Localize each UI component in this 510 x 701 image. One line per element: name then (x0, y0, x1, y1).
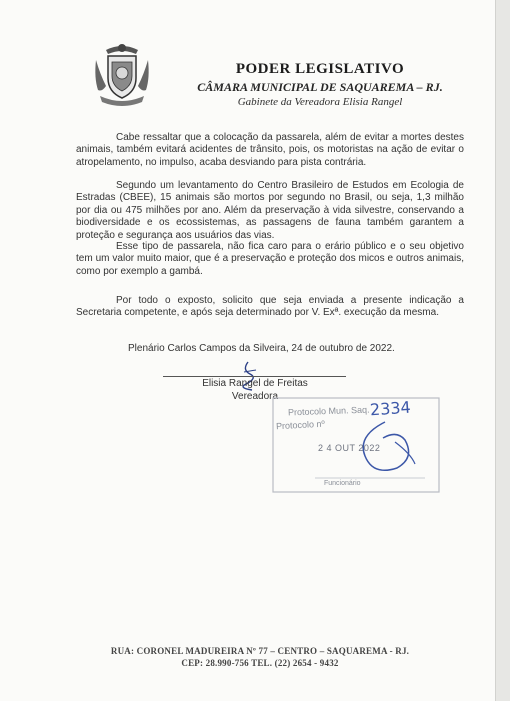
signatory-title: Vereadora (231, 391, 279, 402)
coat-of-arms-emblem (92, 40, 152, 106)
body-paragraph: Cabe ressaltar que a colocação da passarela, além de evitar a mortes destes animais, também evitará acidentes de trânsito, pois, os motoristas na ação de evitar o atropelamento, no impulso, acaba desviando para pista contrária. (76, 132, 464, 168)
page-edge-shadow (495, 0, 510, 701)
stamp-employee-label: Funcionário (324, 480, 361, 487)
place-and-date: Plenário Carlos Campos da Silveira, 24 de outubro de 2022. (128, 343, 395, 354)
stamp-date: 2 4 OUT 2022 (318, 443, 381, 453)
body-paragraph: Esse tipo de passarela, não fica caro para o erário público e o seu objetivo tem um valor muito maior, que é a preservação e proteção dos micos e outros animais, como por exemplo a gambá. (76, 241, 464, 277)
footer-contact: CEP: 28.990-756 TEL. (22) 2654 - 9432 (181, 658, 339, 668)
stamp-protocol-number-label: Protocolo nº (275, 418, 326, 432)
footer-address: RUA: CORONEL MADUREIRA Nº 77 – CENTRO – SAQUAREMA - RJ. (110, 646, 410, 656)
header-office: Gabinete da Vereadora Elisia Rangel (237, 96, 403, 108)
header-chamber: CÂMARA MUNICIPAL DE SAQUAREMA – RJ. (197, 80, 443, 94)
body-paragraph: Segundo um levantamento do Centro Brasileiro de Estudos em Ecologia de Estradas (CBEE), 15 animais são mortos por segundo no Brasil, ou seja, 1,3 milhão por dia ou 475 milhões por ano. Além da preservação à vida silvestre, conservando a biodiversidade e os ecossistemas, as passagens de fauna também garantem a proteção e segurança aos usuários das vias. (76, 180, 464, 241)
signature-line (163, 376, 346, 377)
signatory-name: Elisia Rangel de Freitas (202, 378, 308, 389)
stamp-protocol-office: Protocolo Mun. Saq. (287, 404, 370, 418)
stamp-handwritten-number: 2334 (369, 397, 412, 420)
header-title: PODER LEGISLATIVO (235, 61, 405, 77)
body-paragraph: Por todo o exposto, solicito que seja enviada a presente indicação a Secretaria competente, e após seja determinado por V. Exª. execução da mesma. (76, 295, 464, 319)
